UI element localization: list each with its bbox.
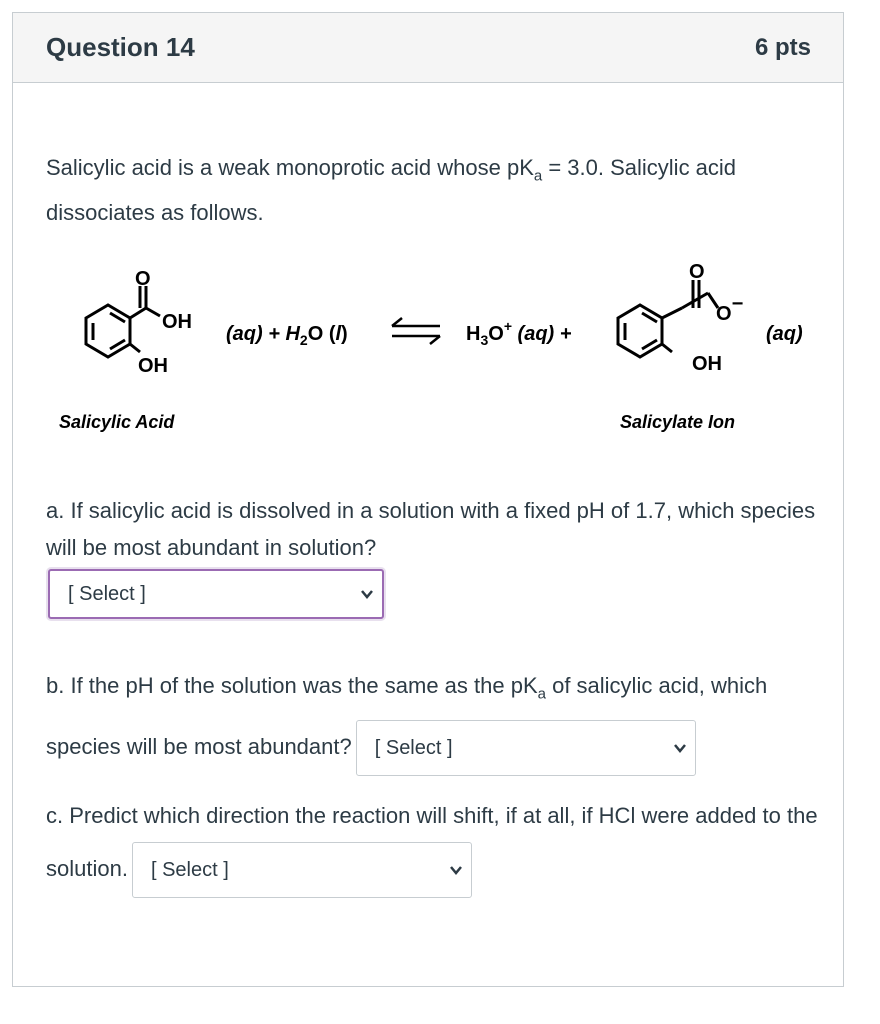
h2o-rest: O ( [307, 323, 336, 345]
part-a-select[interactable] [48, 569, 384, 619]
part-c-select-value: [ Select ] [150, 859, 229, 881]
part-b-question [46, 660, 826, 776]
h3o-rest: (aq) + [512, 323, 572, 345]
o-minus-sign: − [731, 293, 744, 315]
chevron-down-icon [449, 863, 463, 877]
part-c-question [46, 790, 826, 898]
question-card [12, 12, 844, 987]
dissociation-equation [46, 248, 836, 432]
salicylic-acid-structure [86, 286, 160, 357]
part-b-select[interactable] [356, 720, 696, 776]
reactant-aq: (aq) + H [226, 323, 300, 345]
part-b-text-2: of salicylic acid, which species will be most abundant? [46, 673, 768, 760]
h3o-superscript: + [503, 318, 512, 334]
question-title: Question 14 [46, 32, 195, 62]
question-points: 6 pts [754, 33, 811, 61]
part-b-text-1: b. If the pH of the solution was the same as the pK [46, 673, 538, 698]
h3o-o: O [488, 323, 504, 345]
h3o-subscript: 3 [480, 332, 489, 348]
o-minus-label [716, 293, 743, 325]
intro-paragraph [46, 149, 826, 231]
salicylic-acid-caption: Salicylic Acid [59, 412, 175, 432]
hydronium-text [466, 318, 572, 348]
liquid-l: l [335, 323, 342, 345]
reactant-text [226, 323, 348, 348]
part-b-subscript: a [537, 685, 546, 703]
part-a-select-value: [ Select ] [68, 582, 146, 605]
question-header [13, 13, 843, 83]
equilibrium-arrow-icon [392, 318, 440, 344]
chevron-down-icon [673, 741, 687, 755]
part-b-select-value: [ Select ] [374, 737, 453, 760]
part-c-text: c. Predict which direction the reaction will shift, if at all, if HCl were added to the solution. [46, 803, 818, 881]
o-minus-o: O [716, 303, 732, 325]
salicylate-oh-label: OH [692, 353, 722, 375]
liquid-close: ) [341, 323, 348, 345]
product-aq: (aq) [766, 323, 803, 345]
chevron-down-icon [360, 587, 374, 601]
salicylate-ion-structure [618, 280, 718, 357]
part-a-question: a. If salicylic acid is dissolved in a solution with a fixed pH of 1.7, which species will be most abundant in solution? [46, 498, 816, 560]
intro-text-2: = 3.0. Salicylic acid dissociates as follows. [46, 155, 737, 226]
h2o-subscript: 2 [299, 332, 308, 348]
oh-ring-label: OH [138, 355, 168, 377]
oh-acid-label: OH [162, 311, 192, 333]
part-c-select[interactable] [132, 842, 472, 898]
carbonyl-o-label: O [135, 268, 151, 290]
pka-subscript: a [533, 167, 543, 185]
h3o-h: H [466, 323, 481, 345]
intro-text-1: Salicylic acid is a weak monoprotic acid whose pK [46, 155, 534, 180]
salicylate-carbonyl-o-label: O [689, 261, 705, 283]
salicylate-ion-caption: Salicylate Ion [620, 412, 736, 432]
